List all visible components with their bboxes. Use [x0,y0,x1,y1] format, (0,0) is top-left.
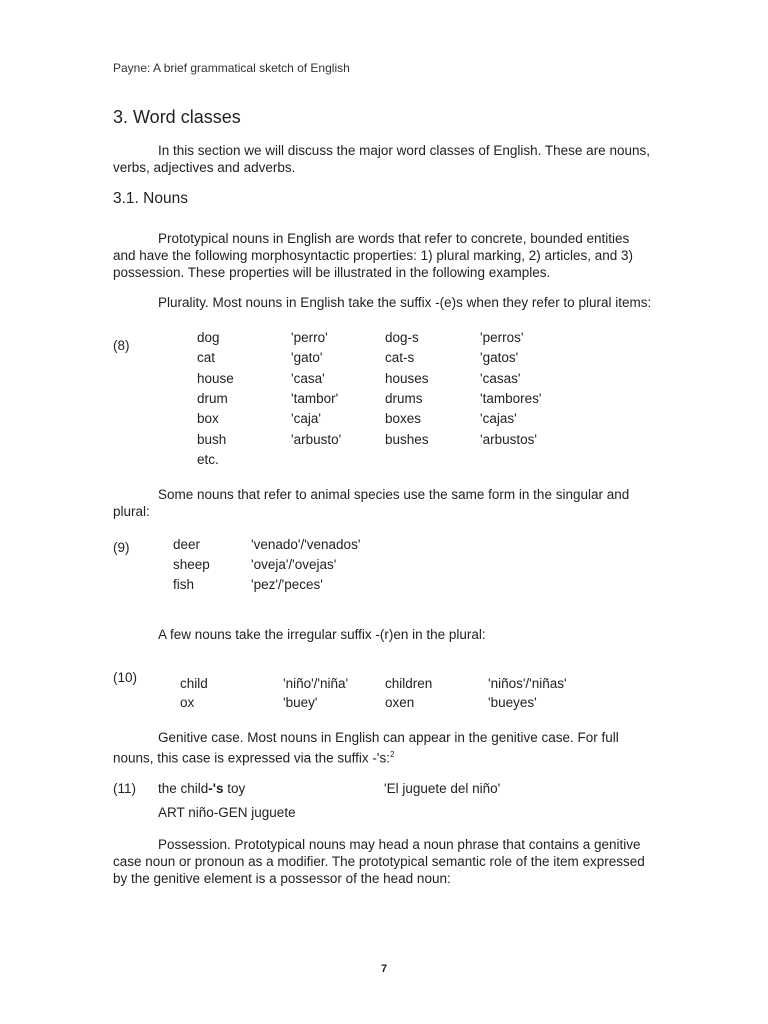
footnote-marker: 2 [389,750,395,759]
example-8-cell: etc. [197,451,219,467]
example-10-cell: 'niños'/'niñas' [488,676,567,691]
example-8-cell: 'gato' [291,350,323,366]
example-11-translation: 'El juguete del niño' [384,781,501,796]
example-8-cell: 'perro' [291,330,328,345]
example-8-cell: dog-s [385,330,419,345]
example-8-cell: 'arbustos' [480,431,537,447]
example-8-cell: bush [197,431,227,447]
page-number: 7 [380,963,388,975]
example-10-cell: oxen [385,695,415,710]
example-11-genitive-suffix: -'s [208,781,224,796]
example-8-cell: house [197,370,234,386]
example-8-cell: 'cajas' [480,411,517,427]
paragraph-animal-species-text: Some nouns that refer to animal species use the same form in the singular and plural: [113,487,630,519]
paragraph-nouns-intro [113,230,653,281]
example-10-cell: ox [180,695,195,710]
example-8-cell: 'tambor' [291,390,339,406]
example-8-cell: bushes [385,431,429,447]
example-10-cell: 'bueyes' [488,695,537,710]
example-9-cell: 'pez'/'peces' [251,577,323,592]
example-10-cell: 'buey' [283,695,318,710]
example-8-cell: houses [385,370,429,386]
example-9-cell: 'oveja'/'ovejas' [251,557,337,572]
paragraph-genitive-text: Genitive case. Most nouns in English can appear in the genitive case. For full nouns, this case is expressed via the suffix -'s: [113,730,619,766]
example-9-cell: sheep [173,557,210,572]
example-8-cell: 'perros' [480,330,524,345]
section-intro-text: In this section we will discuss the major word classes of English. These are nouns, verbs, adjectives and adverbs. [113,143,650,175]
section-intro [113,142,653,176]
paragraph-plurality-text: Plurality. Most nouns in English take the suffix -(e)s when they refer to plural items: [158,295,652,310]
example-11-number: (11) [113,781,137,796]
example-8-cell: dog [197,330,220,345]
example-8-cell: cat [197,350,216,366]
example-10-cell: children [385,676,433,691]
example-9-number: (9) [113,540,130,555]
example-8-cell: drums [385,390,423,406]
example-10-number: (10) [113,670,138,685]
example-8-cell: 'arbusto' [291,431,342,447]
section-title: 3. Word classes [113,107,241,127]
example-8-cell: 'tambores' [480,390,542,406]
paragraph-irregular-suffix [113,626,653,643]
paragraph-nouns-intro-text: Prototypical nouns in English are words that refer to concrete, bounded entities and have the following morphosyntactic properties: 1) plural marking, 2) articles, and 3) possession. These properties will be illustrated in the following examples. [113,231,634,280]
example-8-cell: 'gatos' [480,350,519,366]
paragraph-possession [113,836,653,887]
paragraph-animal-species [113,486,653,520]
example-8-cell: 'casa' [291,370,325,386]
example-11-sentence [158,781,245,796]
example-9-cell: deer [173,537,201,552]
example-8-cell: 'casas' [480,370,521,386]
paragraph-possession-text: Possession. Prototypical nouns may head a noun phrase that contains a genitive case noun or pronoun as a modifier. The prototypical semantic role of the item expressed by the genitive element is a possessor of the head noun: [113,837,645,886]
running-head: Payne: A brief grammatical sketch of English [113,61,350,75]
example-9-cell: fish [173,577,195,592]
example-8-cell: cat-s [385,350,415,366]
paragraph-genitive [113,729,653,767]
paragraph-irregular-suffix-text: A few nouns take the irregular suffix -(r)en in the plural: [158,627,486,642]
example-10-cell: child [180,676,208,691]
example-11-gloss: ART niño-GEN juguete [158,805,296,820]
example-8-cell: 'caja' [291,411,321,427]
paragraph-plurality [113,294,653,311]
subsection-title: 3.1. Nouns [113,190,188,207]
example-8-cell: box [197,411,219,427]
example-8-number: (8) [113,338,130,353]
example-11-noun: toy [223,781,246,796]
example-10-cell: 'niño'/'niña' [283,676,349,691]
example-8-cell: drum [197,390,228,406]
example-8-cell: boxes [385,411,422,427]
example-11-phrase: the child [158,781,209,796]
example-9-cell: 'venado'/'venados' [251,537,361,552]
